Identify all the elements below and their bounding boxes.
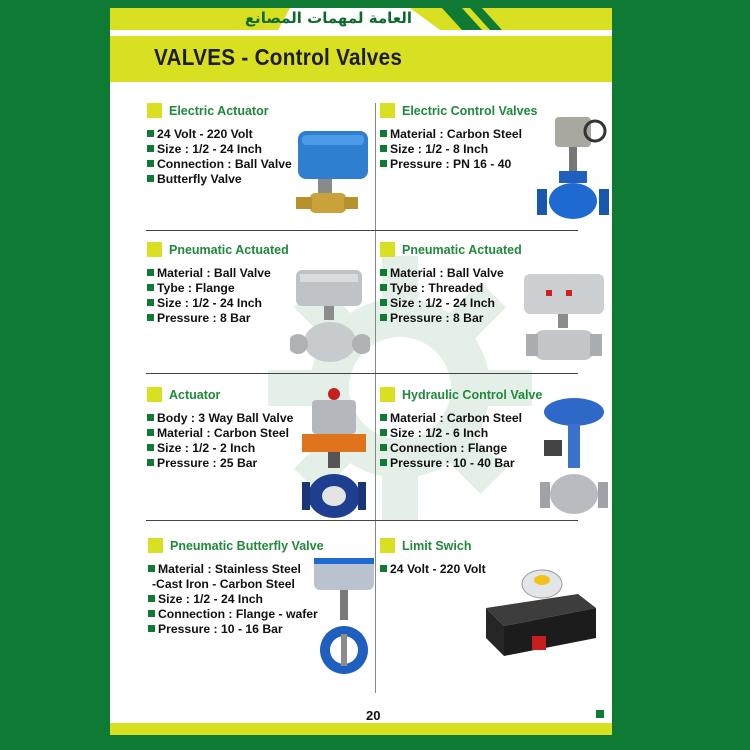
spec-item: Material : Carbon Steel [380, 127, 522, 142]
spec-item: Size : 1/2 - 24 Inch [380, 296, 504, 311]
spec-list [380, 562, 486, 577]
spec-item: Tybe : Threaded [380, 281, 504, 296]
spec-item: Pressure : PN 16 - 40 [380, 157, 522, 172]
section-heading: Electric Control Valves [380, 103, 537, 118]
spec-item: 24 Volt - 220 Volt [147, 127, 292, 142]
spec-item: Connection : Flange [380, 441, 522, 456]
spec-item: Size : 1/2 - 24 Inch [147, 296, 271, 311]
spec-list [148, 562, 318, 637]
catalog-page [110, 8, 612, 735]
spec-item: Material : Ball Valve [147, 266, 271, 281]
spec-item: Pressure : 8 Bar [147, 311, 271, 326]
electric-control-valve-image [535, 113, 613, 228]
footer-strip [110, 723, 612, 735]
spec-item: Pressure : 10 - 40 Bar [380, 456, 522, 471]
arabic-company-name: العامة لمهمات المصانع [244, 9, 412, 27]
spec-item: 24 Volt - 220 Volt [380, 562, 486, 577]
section-heading: Pneumatic Butterfly Valve [148, 538, 324, 553]
spec-list [147, 411, 293, 471]
section-heading: Electric Actuator [147, 103, 269, 118]
spec-list [380, 127, 522, 172]
spec-item: Body : 3 Way Ball Valve [147, 411, 293, 426]
pneumatic-flange-valve-image [290, 266, 370, 376]
limit-switch-image [480, 564, 600, 668]
hydraulic-control-valve-image [538, 396, 610, 524]
spec-list [147, 266, 271, 326]
spec-item: Size : 1/2 - 24 Inch [148, 592, 318, 607]
section-heading: Limit Swich [380, 538, 471, 553]
spec-list [380, 411, 522, 471]
title-band [110, 36, 612, 82]
spec-item: Size : 1/2 - 8 Inch [380, 142, 522, 157]
spec-item: Tybe : Flange [147, 281, 271, 296]
butterfly-valve-image [310, 554, 378, 682]
spec-item: Connection : Flange - wafer [148, 607, 318, 622]
three-way-valve-image [298, 386, 370, 524]
spec-item: Material : Carbon Steel [147, 426, 293, 441]
spec-item: Material : Carbon Steel [380, 411, 522, 426]
page-number: 20 [366, 708, 381, 723]
section-heading: Pneumatic Actuated [147, 242, 289, 257]
section-heading: Pneumatic Actuated [380, 242, 522, 257]
page-title: VALVES - Control Valves [154, 44, 403, 70]
pneumatic-threaded-valve-image [520, 268, 608, 373]
spec-item: Pressure : 25 Bar [147, 456, 293, 471]
spec-item: Size : 1/2 - 24 Inch [147, 142, 292, 157]
spec-item: Material : Ball Valve [380, 266, 504, 281]
spec-item: Size : 1/2 - 2 Inch [147, 441, 293, 456]
electric-actuator-image [288, 123, 378, 233]
spec-item: Butterfly Valve [147, 172, 292, 187]
spec-list [147, 127, 292, 187]
spec-item: Material : Stainless Steel [148, 562, 318, 577]
spec-list [380, 266, 504, 326]
spec-item: -Cast Iron - Carbon Steel [152, 577, 295, 591]
section-heading: Actuator [147, 387, 220, 402]
spec-item: Pressure : 8 Bar [380, 311, 504, 326]
section-heading: Hydraulic Control Valve [380, 387, 542, 402]
spec-item: Connection : Ball Valve [147, 157, 292, 172]
corner-marker [596, 710, 604, 718]
spec-item: Pressure : 10 - 16 Bar [148, 622, 318, 637]
spec-item: Size : 1/2 - 6 Inch [380, 426, 522, 441]
